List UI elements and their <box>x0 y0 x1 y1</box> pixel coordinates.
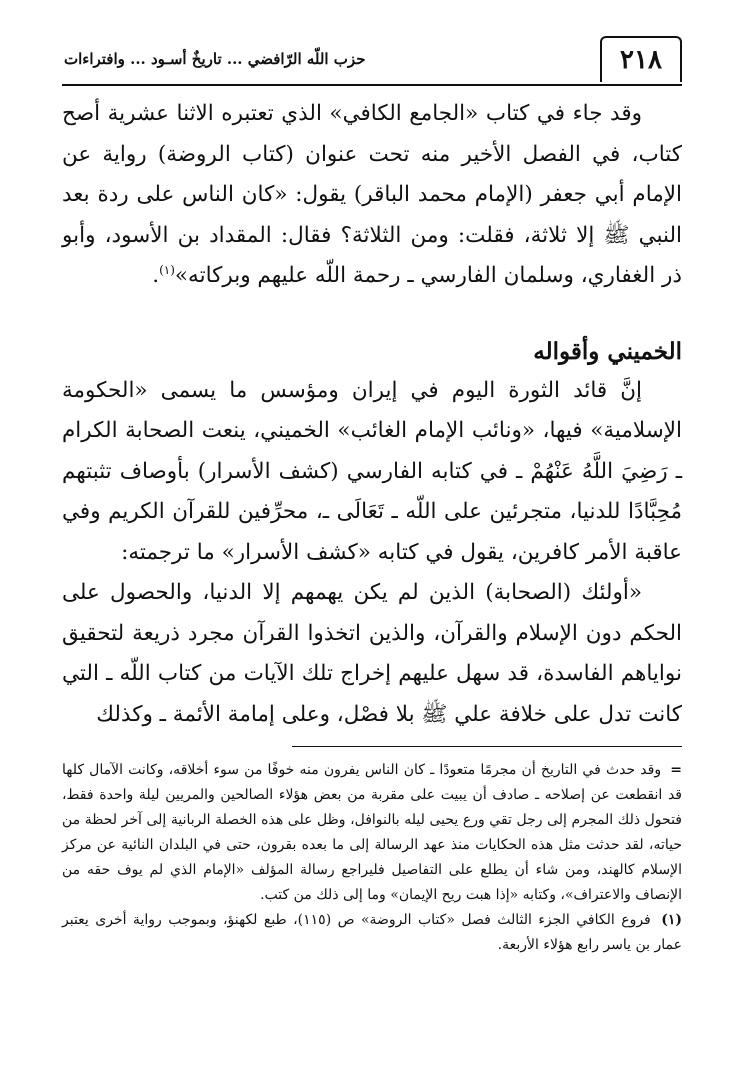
main-text <box>62 94 682 735</box>
continuation-marker: = <box>670 762 682 778</box>
paragraph-kashf-quote: «أولئك (الصحابة) الذين لم يكن يهمهم إلا الدنيا، والحصول على الحكم دون الإسلام والقرآن، والذين اتخذوا القرآن مجرد ذريعة لتحقيق نواياهم الفاسدة، قد سهل عليهم إخراج تلك الآيات من كتاب اللّه ـ التي كانت تدل على خلافة علي ﷺ بلا فصْل، وعلى إمامة الأئمة ـ وكذلك <box>62 580 682 727</box>
footnotes <box>62 758 682 958</box>
paragraph-1-text: وقد جاء في كتاب «الجامع الكافي» الذي تعتبره الاثنا عشرية أصح كتاب، في الفصل الأخير منه تحت عنوان (كتاب الروضة) رواية عن الإمام أبي جعفر (الإمام محمد الباقر) يقول: «كان الناس على ردة بعد النبي ﷺ إلا ثلاثة، فقلت: ومن الثلاثة؟ فقال: المقداد بن الأسود، وأبو ذر الغفاري، وسلمان الفارسي ـ رحمة اللّه عليهم وبركاته» <box>62 101 682 288</box>
footnote-continuation <box>62 758 682 908</box>
footnote-1-text: فروع الكافي الجزء الثالث فصل «كتاب الروضة» ص (١١٥)، طبع لكهنؤ، وبموجب رواية أخرى يعتبر عمار بن ياسر رابع هؤلاء الأربعة. <box>62 912 682 953</box>
paragraph-kafi-quote: وقد جاء في كتاب «الجامع الكافي» الذي تعتبره الاثنا عشرية أصح كتاب، في الفصل الأخير منه تحت عنوان (كتاب الروضة) رواية عن الإمام أبي جعفر (الإمام محمد الباقر) يقول: «كان الناس على ردة بعد النبي ﷺ إلا ثلاثة، فقلت: ومن الثلاثة؟ فقال: المقداد بن الأسود، وأبو ذر الغفاري، وسلمان الفارسي ـ رحمة اللّه عليهم وبركاته»$^{(١)}$. <box>62 101 682 288</box>
running-title: حزب اللّه الرّافضي ... تاريخٌ أسـود ... وافتراءات <box>64 50 366 68</box>
page-header <box>62 36 682 86</box>
footnote-1 <box>62 908 682 958</box>
section-heading: الخميني وأقواله <box>533 337 682 365</box>
paragraph-khomeini-intro: إنَّ قائد الثورة اليوم في إيران ومؤسس ما يسمى «الحكومة الإسلامية» فيها، «ونائب الإمام الغائب» الخميني، ينعت الصحابة الكرام ـ رَضِيَ اللَّهُ عَنْهُمْ ـ في كتابه الفارسي (كشف الأسرار) بأوصاف تثبتهم مُحِبَّادًا للدنيا، متجرئين على اللّه ـ تَعَالَى ـ، محرِّفين للقرآن الكريم وفي عاقبة الأمر كافرين، يقول في كتابه «كشف الأسرار» ما ترجمته: <box>62 377 682 565</box>
continuation-text: وقد حدث في التاريخ أن مجرمًا متعودًا ـ كان الناس يفرون منه خوفًا من سوء أخلاقه، وكانت الآمال كلها قد انقطعت عن إصلاحه ـ صادف أن يبيت على مقربة من بعض هؤلاء الصالحين والمريين ليلة واحدة فقط، فتحول ذلك المجرم إلى رجل تقي ورع يحيى ليله بالنوافل، وظل على هذه الخصلة الربانية إلى آخر لحظة من حياته، لقد حدثت مثل هذه الحكايات منذ عهد الرسالة إلى ما بعده بقرون، حتى في البلدان النائية عن مركز الإسلام كالهند، ومن شاء أن يطلع على التفاصيل فليراجع رسالة المؤلف «الإمام الذي لم يوف حقه من الإنصاف والاعتراف»، وكتابه «إذا هبت ريح الإيمان» وما إلى ذلك من كتب. <box>62 762 682 903</box>
page-number: ٢١٨ <box>600 36 682 82</box>
footnote-1-marker: (١) <box>661 912 682 928</box>
footnote-separator <box>292 746 682 747</box>
footnote-reference-1: (١) <box>159 262 175 277</box>
